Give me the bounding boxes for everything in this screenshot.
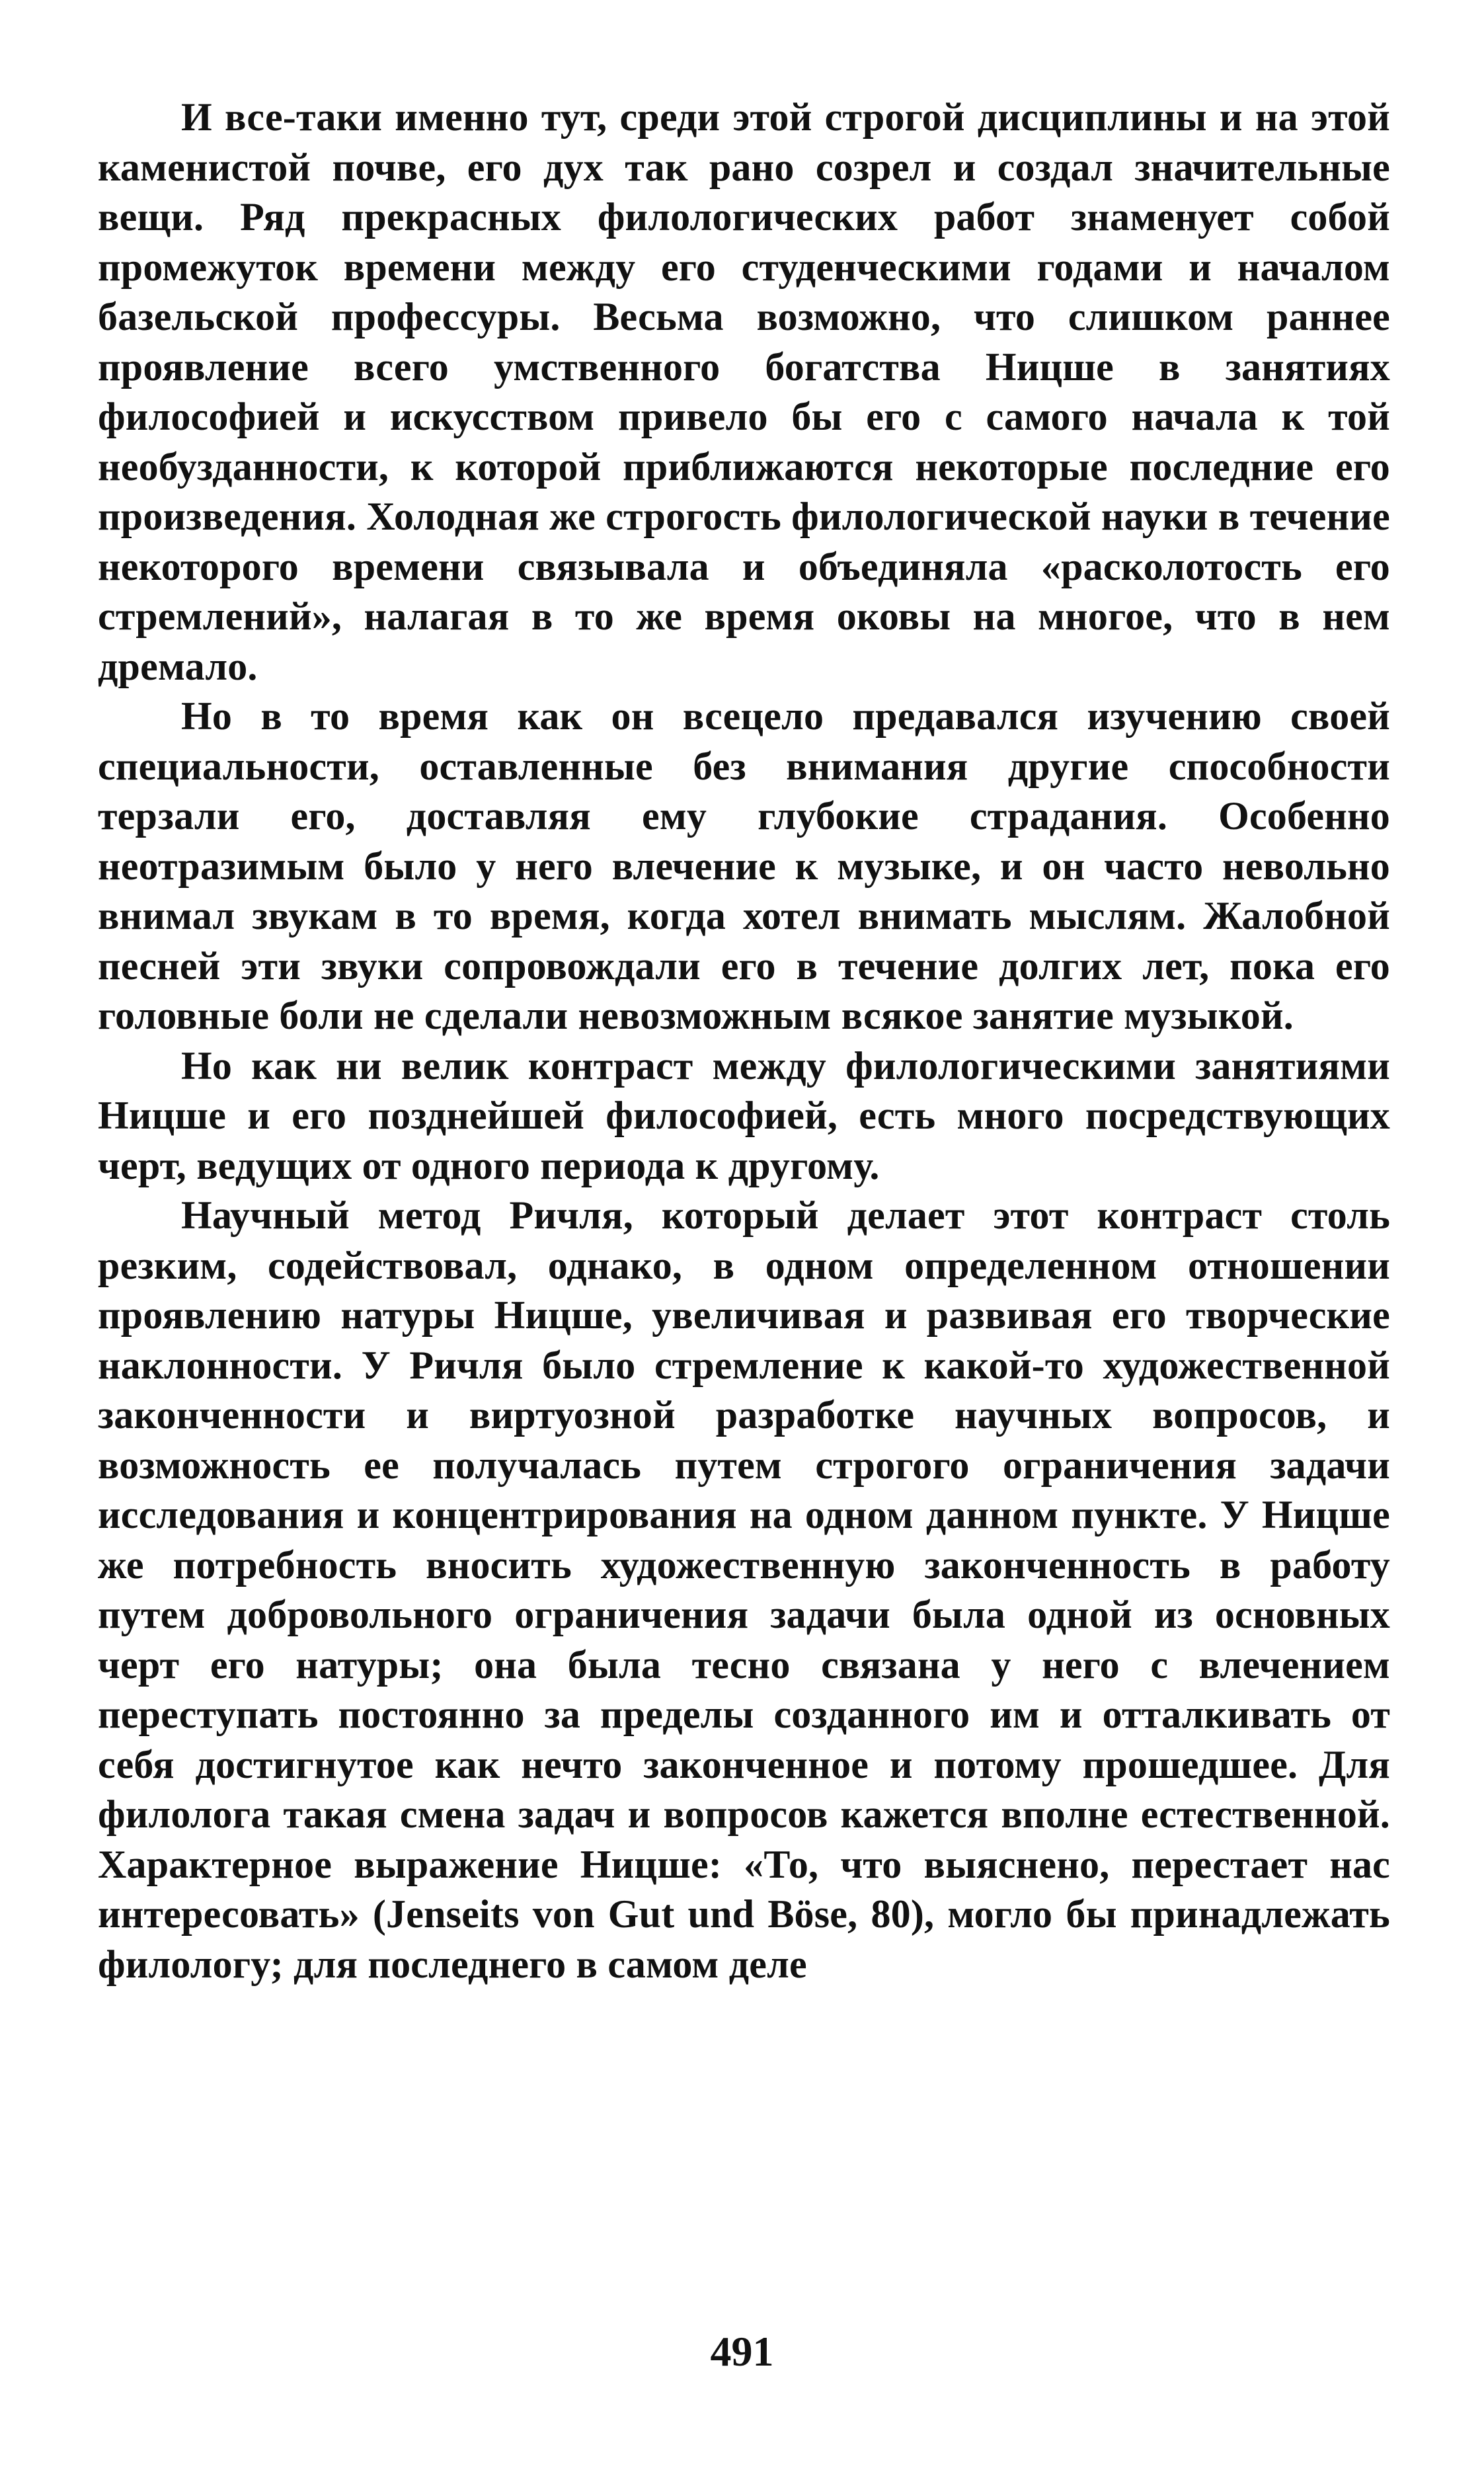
page-body bbox=[98, 93, 1390, 1989]
paragraph-3: Но как ни велик контраст между филологическими занятиями Ницше и его позднейшей философией, есть много посредствующих черт, ведущих от одного периода к другому. bbox=[98, 1043, 1390, 1187]
paragraph-4: Научный метод Ричля, который делает этот контраст столь резким, содействовал, однако, в одном определенном отношении проявлению натуры Ницше, увеличивая и развивая его творческие наклонности. У Ричля было стремление к какой-то художественной законченности и виртуозной разработке научных вопросов, и возможность ее получалась путем строгого ограничения задачи исследования и концентрирования на одном данном пункте. У Ницше же потребность вносить художественную законченность в работу путем добровольного ограничения задачи была одной из основных черт его натуры; она была тесно связана у него с влечением переступать постоянно за пределы созданного им и отталкивать от себя достигнутое как нечто законченное и потому прошедшее. Для филолога такая смена задач и вопросов кажется вполне естественной. Характерное выражение Ницше: «То, что выяснено, перестает нас интересовать» (Jenseits von Gut und Böse, 80), могло бы принадлежать филологу; для последнего в самом деле bbox=[98, 1193, 1390, 1986]
page-number: 491 bbox=[710, 2328, 774, 2375]
paragraph-2: Но в то время как он всецело предавался изучению своей специальности, оставленные без внимания другие способности терзали его, доставляя ему глубокие страдания. Особенно неотразимым было у него влечение к музыке, и он часто невольно внимал звукам в то время, когда хотел внимать мыслям. Жалобной песней эти звуки сопровождали его в течение долгих лет, пока его головные боли не сделали невозможным всякое занятие музыкой. bbox=[98, 694, 1390, 1037]
paragraph-1: И все-таки именно тут, среди этой строгой дисциплины и на этой каменистой почве, его дух так рано созрел и создал значительные вещи. Ряд прекрасных филологических работ знаменует собой промежуток времени между его студенческими годами и началом базельской профессуры. Весьма возможно, что слишком раннее проявление всего умственного богатства Ницше в занятиях философией и искусством привело бы его с самого начала к той необузданности, к которой приближаются некоторые последние его произведения. Холодная же строгость филологической науки в течение некоторого времени связывала и объединяла «расколотость его стремлений», налагая в то же время оковы на многое, что в нем дремало. bbox=[98, 95, 1390, 688]
